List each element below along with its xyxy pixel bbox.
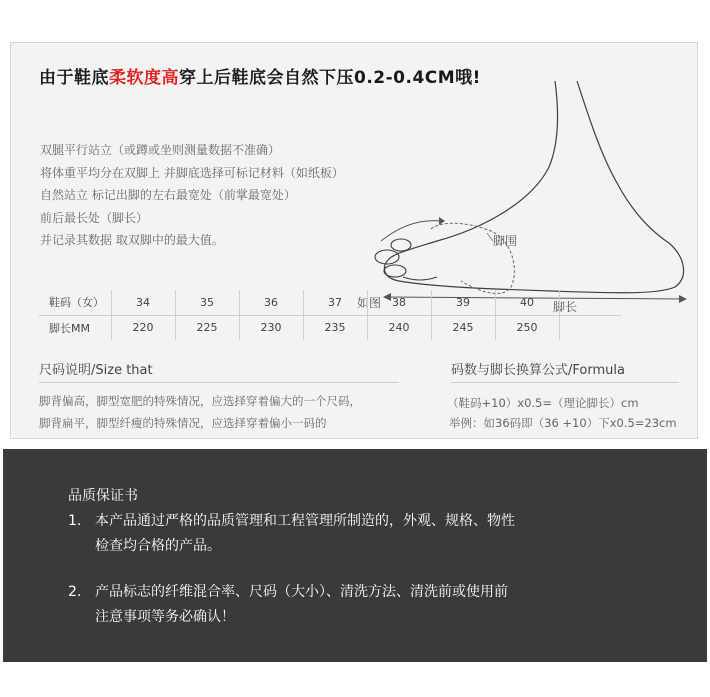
size-note-line: 脚背扁平，脚型纤瘦的特殊情况，应选择穿着偏小一码的	[39, 416, 327, 430]
blank-cell	[559, 290, 621, 315]
quality-item-text: 产品标志的纤维混合率、尺码（大小）、清洗方法、清洗前或使用前	[95, 584, 508, 600]
girth-label: 脚围	[493, 234, 518, 248]
length-label: 脚长	[553, 300, 578, 314]
length-cell: 240	[367, 315, 431, 340]
blank-cell	[559, 315, 621, 340]
formula-title: 码数与脚长换算公式/Formula	[451, 363, 625, 378]
quality-title: 品质保证书	[68, 488, 138, 504]
length-arrow-right-head	[679, 295, 687, 303]
length-cell: 235	[303, 315, 367, 340]
size-note-line: 脚背偏高，脚型宽肥的特殊情况，应选择穿着偏大的一个尺码，	[39, 394, 361, 408]
quality-item-number: 1.	[68, 513, 82, 529]
headline-highlight: 柔软度高	[109, 68, 179, 88]
table-row	[39, 315, 621, 340]
measure-step: 并记录其数据 取双脚中的最大值。	[40, 233, 224, 247]
size-table	[39, 290, 621, 340]
toe	[391, 239, 411, 251]
size-cell: 37	[303, 290, 367, 315]
length-cell: 250	[495, 315, 559, 340]
measure-steps	[40, 139, 344, 252]
quality-item	[68, 509, 515, 559]
size-cell: 39	[431, 290, 495, 315]
formula-divider	[451, 382, 679, 383]
size-note-divider	[39, 382, 399, 383]
measure-step: 将体重平均分在双脚上 并脚底选择可标记材料（如纸板）	[40, 165, 344, 180]
formula-line: （鞋码+10）x0.5=（理论脚长）cm	[447, 396, 639, 410]
measure-step: 前后最长处（脚长）	[40, 210, 149, 225]
measure-step: 双腿平行站立（或蹲或坐则测量数据不准确）	[40, 143, 281, 157]
quality-item	[68, 580, 508, 630]
toe	[384, 265, 406, 277]
length-cell: 230	[239, 315, 303, 340]
quality-item-text: 本产品通过严格的品质管理和工程管理所制造的，外观、规格、物性	[95, 513, 515, 529]
size-cell: 38	[367, 290, 431, 315]
size-cell: 34	[111, 290, 175, 315]
row-label-length: 脚长MM	[49, 321, 90, 335]
quality-item-text: 注意事项等务必确认！	[95, 609, 235, 625]
toe-line	[403, 277, 437, 280]
foot-diagram	[341, 81, 691, 321]
size-cell: 36	[239, 290, 303, 315]
headline-suffix: 穿上后鞋底会自然下压0.2-0.4CM哦!	[179, 68, 481, 88]
length-cell: 245	[431, 315, 495, 340]
length-cell: 220	[111, 315, 175, 340]
arch-label: 如图	[357, 296, 382, 310]
formula-example: 举例：如36码即（36 +10）下x0.5=23cm	[449, 416, 677, 430]
quality-item-text: 检查均合格的产品。	[95, 538, 221, 554]
size-cell: 40	[495, 290, 559, 315]
headline-prefix: 由于鞋底	[39, 68, 109, 88]
size-guide-card	[10, 42, 698, 439]
quality-item-number: 2.	[68, 584, 82, 600]
length-cell: 225	[175, 315, 239, 340]
top-arrow	[381, 221, 441, 241]
foot-outline	[384, 81, 683, 293]
row-label-size: 鞋码（女）	[39, 290, 111, 315]
size-cell: 35	[175, 290, 239, 315]
size-note-title: 尺码说明/Size that	[39, 363, 153, 378]
measure-step: 自然站立 标记出脚的左右最宽处（前掌最宽处）	[40, 188, 296, 202]
quality-guarantee-panel	[3, 449, 707, 662]
table-row	[39, 290, 621, 315]
